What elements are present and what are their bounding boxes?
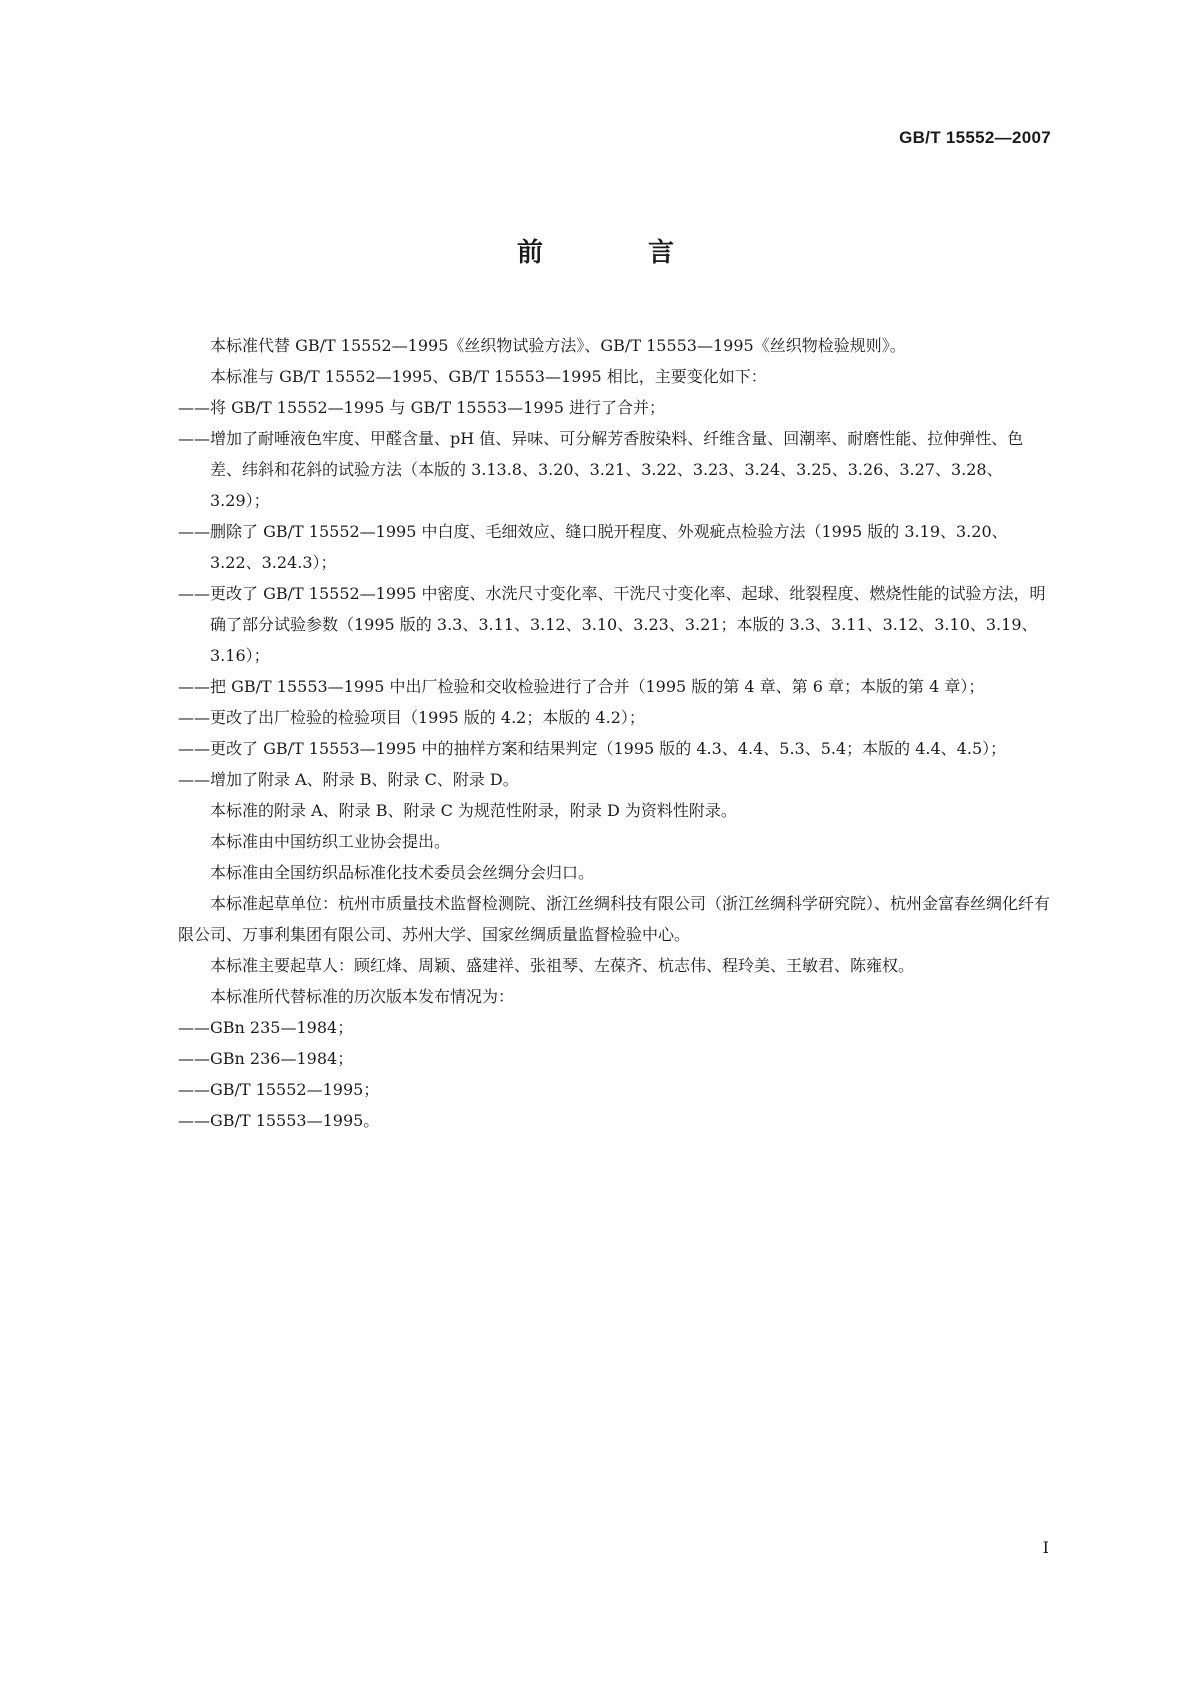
list-item-history: ——GB/T 15553—1995。 (178, 1111, 380, 1130)
paragraph-changes-intro: 本标准与 GB/T 15552—1995、GB/T 15553—1995 相比，主要变化如下： (210, 367, 767, 386)
list-item-change: ——更改了 GB/T 15552—1995 中密度、水洗尺寸变化率、干洗尺寸变化率、起球、纰裂程度、燃烧性能的试验方法，明确了部分试验参数（1995 版的 3.3、3.11、3.12、3.10、3.23、3.21；本版的 3.3、3.11、3.12、3.10、3.19、3.16）； (178, 584, 1046, 665)
paragraph-centralized-by: 本标准由全国纺织品标准化技术委员会丝绸分会归口。 (210, 863, 595, 882)
list-item-history: ——GBn 236—1984； (178, 1049, 354, 1068)
paragraph-replaces: 本标准代替 GB/T 15552—1995《丝织物试验方法》、GB/T 15553—1995《丝织物检验规则》。 (210, 336, 906, 355)
paragraph-annexes: 本标准的附录 A、附录 B、附录 C 为规范性附录，附录 D 为资料性附录。 (210, 801, 737, 820)
paragraph-drafters: 本标准主要起草人：顾红烽、周颖、盛建祥、张祖琴、左葆齐、杭志伟、程玲美、王敏君、陈雍权。 (210, 956, 915, 975)
paragraph-proposed-by: 本标准由中国纺织工业协会提出。 (210, 832, 451, 851)
list-item-change: ——更改了出厂检验的检验项目（1995 版的 4.2；本版的 4.2）； (178, 708, 645, 727)
list-item-change: ——增加了附录 A、附录 B、附录 C、附录 D。 (178, 770, 519, 789)
foreword-body (178, 330, 1054, 1136)
list-item-change: ——更改了 GB/T 15553—1995 中的抽样方案和结果判定（1995 版的 4.3、4.4、5.3、5.4；本版的 4.4、4.5）； (178, 739, 1007, 758)
paragraph-drafting-units: 本标准起草单位：杭州市质量技术监督检测院、浙江丝绸科技有限公司（浙江丝绸科学研究院）、杭州金富春丝绸化纤有限公司、万事利集团有限公司、苏州大学、国家丝绸质量监督检验中心。 (178, 894, 1051, 944)
paragraph-history-intro: 本标准所代替标准的历次版本发布情况为： (210, 987, 515, 1006)
list-item-change: ——将 GB/T 15552—1995 与 GB/T 15553—1995 进行了合并； (178, 398, 665, 417)
standard-number: GB/T 15552—2007 (899, 128, 1051, 147)
list-item-history: ——GB/T 15552—1995； (178, 1080, 380, 1099)
page-number: Ⅰ (1042, 1540, 1049, 1557)
list-item-change: ——把 GB/T 15553—1995 中出厂检验和交收检验进行了合并（1995 版的第 4 章、第 6 章；本版的第 4 章）； (178, 677, 985, 696)
list-item-change: ——增加了耐唾液色牢度、甲醛含量、pH 值、异味、可分解芳香胺染料、纤维含量、回潮率、耐磨性能、拉伸弹性、色差、纬斜和花斜的试验方法（本版的 3.13.8、3.20、3.21、3.22、3.23、3.24、3.25、3.26、3.27、3.28、3.29）； (178, 429, 1024, 510)
page-title: 前 言 (516, 238, 723, 268)
list-item-change: ——删除了 GB/T 15552—1995 中白度、毛细效应、缝口脱开程度、外观疵点检验方法（1995 版的 3.19、3.20、3.22、3.24.3）； (178, 522, 1008, 572)
list-item-history: ——GBn 235—1984； (178, 1018, 354, 1037)
